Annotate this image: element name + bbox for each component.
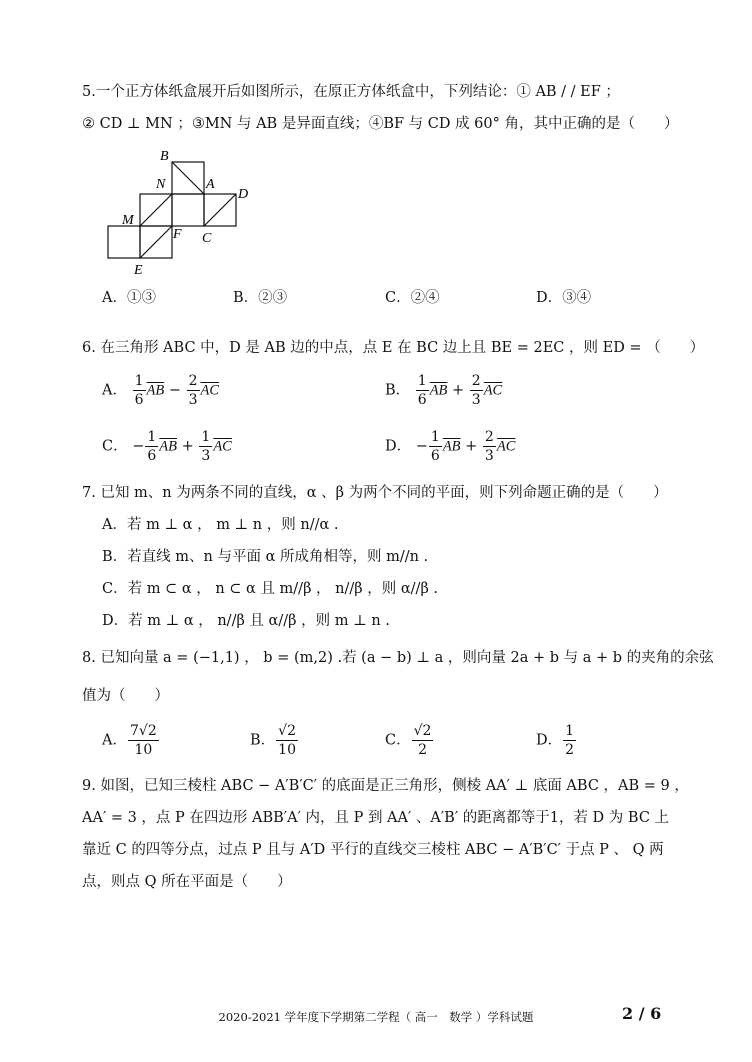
fraction: $\frac{2}{3}$ <box>188 373 198 408</box>
q8-line2: 值为（ ） <box>82 688 169 704</box>
q5-option-d: D．③④ <box>536 290 592 306</box>
label-N: N <box>156 177 166 192</box>
q6-option-b: B． $\frac{1}{6}$ $\overline{AB}$ + $\frac{2}{3}$ $\overline{AC}$ <box>385 373 503 408</box>
q8-option-d: D． $\frac{1}{2}$ <box>536 723 575 758</box>
q8-option-b: B． $\frac{√2}{10}$ <box>250 723 296 758</box>
label-A: A <box>206 177 215 192</box>
q9-line2: AA′ = 3 ，点 P 在四边形 ABB′A′ 内，且 P 到 AA′ 、A′B′ 的距离都等于1，若 D 为 BC 上 <box>82 810 670 826</box>
q6-option-d: D． − $\frac{1}{6}$ $\overline{AB}$ + $\frac{2}{3}$ $\overline{AC}$ <box>385 429 516 464</box>
q7-option-b: B．若直线 m、n 与平面 α 所成角相等，则 m//n . <box>102 549 429 565</box>
q7-option-c: C．若 m ⊂ α ， n ⊂ α 且 m//β ， n//β ，则 α//β . <box>102 581 439 597</box>
fraction: $\frac{1}{2}$ <box>565 723 575 758</box>
q8-option-c: C． $\frac{√2}{2}$ <box>385 723 432 758</box>
fraction: $\frac{√2}{2}$ <box>413 723 432 758</box>
q5-option-c: C．②④ <box>385 290 440 306</box>
q8-option-a: A． $\frac{7√2}{10}$ <box>102 723 157 758</box>
fraction: $\frac{1}{6}$ <box>417 373 427 408</box>
page-number: 2 / 6 <box>622 1004 662 1023</box>
q5-line1: 5.一个正方体纸盒展开后如图所示，在原正方体纸盒中，下列结论：① AB / / EF ； <box>82 84 620 100</box>
q8-line1: 8. 已知向量 a = (−1,1) ， b = (m,2) .若 (a − b) ⊥ a ，则向量 2a + b 与 a + b 的夹角的余弦 <box>82 650 714 666</box>
cube-net-figure <box>98 146 258 278</box>
q7-stem: 7. 已知 m、n 为两条不同的直线，α 、β 为两个不同的平面，则下列命题正确的是（ ） <box>82 485 668 501</box>
q7-option-d: D．若 m ⊥ α ， n//β 且 α//β ，则 m ⊥ n . <box>102 613 390 629</box>
fraction: $\frac{2}{3}$ <box>471 373 481 408</box>
q9-line1: 9. 如图，已知三棱柱 ABC − A′B′C′ 的底面是正三角形，侧棱 AA′ ⊥ 底面 ABC ，AB = 9 ， <box>82 778 689 794</box>
fraction: $\frac{√2}{10}$ <box>278 723 296 758</box>
fraction: $\frac{7√2}{10}$ <box>129 723 157 758</box>
fraction: $\frac{2}{3}$ <box>484 429 494 464</box>
label-B: B <box>160 149 169 164</box>
fraction: $\frac{1}{3}$ <box>201 429 211 464</box>
q6-option-a: A． $\frac{1}{6}$ $\overline{AB}$ − $\frac{2}{3}$ $\overline{AC}$ <box>102 373 220 408</box>
q5-option-a: A．①③ <box>102 290 156 306</box>
fraction: $\frac{1}{6}$ <box>134 373 144 408</box>
label-M: M <box>122 213 134 228</box>
q9-line3: 靠近 C 的四等分点，过点 P 且与 A′D 平行的直线交三棱柱 ABC − A′B′C′ 于点 P 、 Q 两 <box>82 842 664 858</box>
q6-option-c: C． − $\frac{1}{6}$ $\overline{AB}$ + $\frac{1}{3}$ $\overline{AC}$ <box>102 429 232 464</box>
label-E: E <box>134 263 143 278</box>
q6-stem: 6. 在三角形 ABC 中，D 是 AB 边的中点，点 E 在 BC 边上且 BE = 2EC ，则 ED = （ ） <box>82 340 705 356</box>
q7-option-a: A．若 m ⊥ α ， m ⊥ n ，则 n//α . <box>102 517 339 533</box>
page-footer: 2020-2021 学年度下学期第二学程（ 高一 数学 ）学科试题 <box>218 1010 534 1024</box>
q5-option-b: B．②③ <box>233 290 288 306</box>
q5-line2: ② CD ⊥ MN ；③MN 与 AB 是异面直线；④BF 与 CD 成 60° 角，其中正确的是（ ） <box>82 116 679 132</box>
label-F: F <box>173 227 182 242</box>
fraction: $\frac{1}{6}$ <box>430 429 440 464</box>
fraction: $\frac{1}{6}$ <box>147 429 157 464</box>
label-C: C <box>202 231 212 246</box>
label-D: D <box>238 187 249 202</box>
q9-line4: 点，则点 Q 所在平面是（ ） <box>82 874 292 890</box>
